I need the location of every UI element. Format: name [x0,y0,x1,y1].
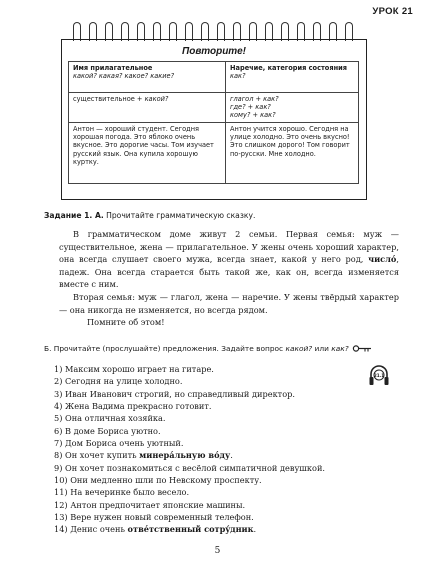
sentence-text: 3) Иван Иванович строгий, но справедливый директор. [54,388,295,399]
grammar-table [68,61,359,184]
sentence-item [54,462,374,474]
sentence-list [54,363,374,536]
exercise-a-heading [44,211,255,220]
sentence-item [54,499,374,511]
sentence-text: 10) Они медленно шли по Невскому проспекту. [54,475,262,486]
page-number: 5 [214,546,221,556]
stressed-phrase: отвéтственный сотрýдник [127,524,254,535]
sentence-item [54,511,374,523]
col2-question: как? [230,72,246,81]
connector-text: или [312,344,332,353]
lesson-header: УРОК 21 [372,6,413,17]
pattern-line: где? + как? [230,103,271,112]
card-title: Повторите! [182,46,246,57]
question-word: какой? [285,344,313,353]
question-word: как? [331,344,349,353]
table-row [69,123,359,184]
pattern-text: существительное + [73,95,145,103]
table-cell [69,62,226,93]
sentence-item [54,388,374,400]
tale-conclusion: Помните об этом! [87,317,165,328]
sentence-text: 11) На вечеринке было весело. [54,487,190,498]
col1-questions: какой? какая? какое? какие? [73,72,175,81]
sentence-item [54,400,374,412]
pattern-line: глагол + как? [230,95,279,103]
stressed-word: числó [368,254,397,265]
sentence-text: 4) Жена Вадима прекрасно готовит. [54,401,212,412]
sentence-text: 6) В доме Бориса уютно. [54,425,161,436]
table-row [69,93,359,123]
sentence-item [54,375,374,387]
track-number: 21.1 [373,372,385,378]
stressed-phrase: минерáльную вóду [139,450,231,461]
tale-text: В грамматическом доме живут 2 семьи. Первая семья: муж — существительное, жена — прилагательное. У жены очень хороший характер, она всегда слушает своего мужа, всегда знает, какой у него род, [59,229,399,265]
sentence-item [54,363,374,375]
sentence-text: 13) Вере нужен новый современный телефон. [54,512,254,523]
exercise-b-instruction: Б. Прочитайте (прослушайте) предложения. Задайте вопрос [44,344,286,353]
table-cell [69,93,226,123]
sentence-text: . [230,450,233,461]
sentence-item [54,523,374,535]
sentence-text: 12) Антон предпочитает японские машины. [54,499,246,510]
grammar-tale [59,228,399,329]
example-cell-adverb: Антон учится хорошо. Сегодня на улице холодно. Это очень вкусно! Это слишком дорого! Том говорит по-русски. Мне холодно. [226,123,359,184]
sentence-text: 1) Максим хорошо играет на гитаре. [54,364,214,374]
sentence-text: 14) Денис очень [54,524,128,535]
sentence-text: 8) Он хочет купить [54,450,140,461]
exercise-a-label: Задание 1. А. [44,211,104,220]
sentence-item [54,412,374,424]
exercise-b-heading [44,344,384,354]
sentence-item [54,486,374,498]
sentence-text: 9) Он хочет познакомиться с весёлой симпатичной девушкой. [54,462,326,473]
col2-header: Наречие, категория состояния [230,64,347,72]
sentence-item [54,437,374,449]
key-icon [352,345,372,354]
exercise-a-instruction: Прочитайте грамматическую сказку. [106,211,256,220]
example-cell-adjective: Антон — хороший студент. Сегодня хорошая погода. Это яблоко очень вкусное. Это дорогие часы. Том изучает русский язык. Она купила хорошую куртку. [69,123,226,184]
sentence-item [54,474,374,486]
pattern-line: кому? + как? [230,111,276,120]
col1-header: Имя прилагательное [73,64,153,72]
sentence-text: 7) Дом Бориса очень уютный. [54,438,184,449]
table-cell [226,93,359,123]
tale-paragraph [59,228,399,291]
grammar-card [61,39,367,200]
sentence-text: 2) Сегодня на улице холодно. [54,376,183,387]
tale-paragraph: Вторая семья: муж — глагол, жена — наречие. У жены твёрдый характер — она никогда не изменяется, но всегда рядом. [59,291,399,315]
table-cell [226,62,359,93]
tale-text: , падеж. Она всегда старается быть такой же, как он, всегда изменяется вместе с ним. [59,254,399,290]
sentence-text: . [253,524,257,535]
table-row [69,62,359,93]
sentence-item [54,449,374,461]
sentence-text: 5) Она отличная хозяйка. [54,413,166,424]
sentence-item [54,425,374,437]
pattern-question: какой? [144,95,169,103]
